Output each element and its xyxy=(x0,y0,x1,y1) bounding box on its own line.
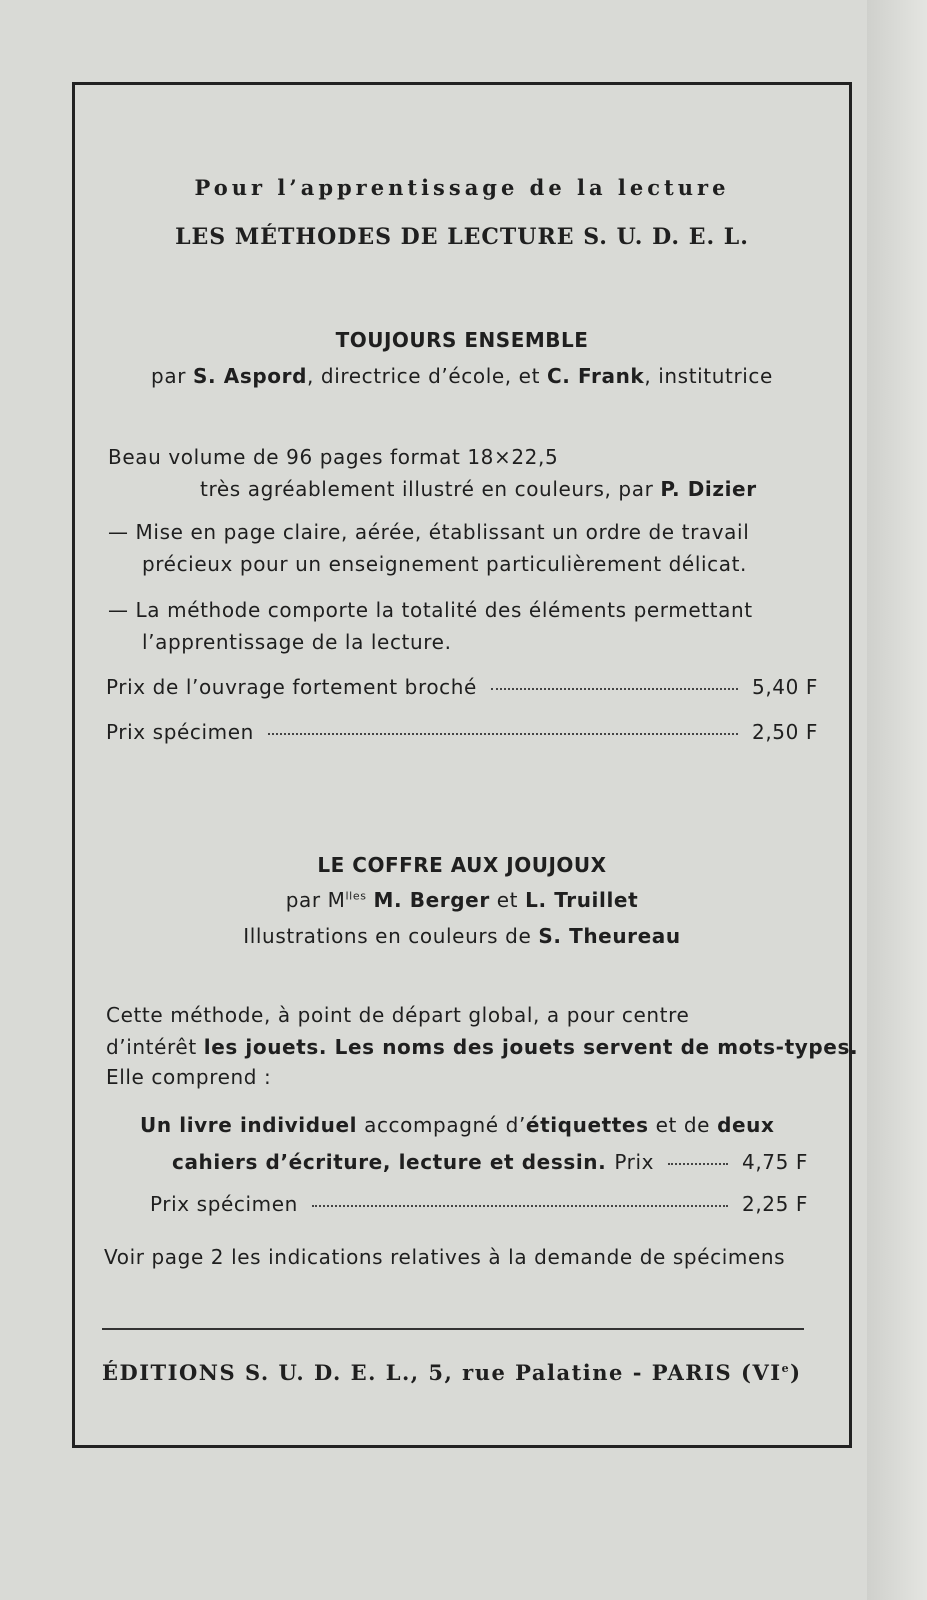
leader-dots xyxy=(312,1205,728,1207)
footer-rule xyxy=(102,1328,804,1330)
book2-and: et xyxy=(496,888,519,912)
book2-by: par M xyxy=(285,888,346,912)
page-edge xyxy=(867,0,927,1600)
leader-dots xyxy=(668,1163,728,1165)
book2-sup: lles xyxy=(345,889,367,903)
book2-illustration xyxy=(72,924,852,948)
book2-title: LE COFFRE AUX JOUJOUX xyxy=(317,853,607,877)
book1-desc2: très agréablement illustré en couleurs, par xyxy=(200,477,654,501)
leader-dots xyxy=(491,688,738,690)
book2-item1d: et de xyxy=(655,1113,711,1137)
book2-p1: Cette méthode, à point de départ global, a pour centre xyxy=(106,1003,690,1027)
book1-price1-label: Prix de l’ouvrage fortement broché xyxy=(106,675,477,699)
book2-p2a: d’intérêt xyxy=(106,1035,197,1059)
book1-price2-value: 2,50 F xyxy=(752,720,818,744)
book1-author1: S. Aspord xyxy=(193,364,307,388)
book2-note: Voir page 2 les indications relatives à la demande de spécimens xyxy=(104,1245,786,1269)
book2-price-value: 2,25 F xyxy=(742,1192,808,1216)
book1-desc1: Beau volume de 96 pages format 18×22,5 xyxy=(108,445,559,469)
book2-illus-text: Illustrations en couleurs de xyxy=(243,924,532,948)
book1-price2-row xyxy=(106,720,818,744)
footer-close: ) xyxy=(790,1360,802,1385)
footer-sup: e xyxy=(781,1362,791,1375)
book2-item2-value: 4,75 F xyxy=(742,1150,808,1174)
footer-imprint xyxy=(102,1360,804,1385)
book1-bullet1b: précieux pour un enseignement particulièrement délicat. xyxy=(142,552,747,576)
book2-p2 xyxy=(106,1035,858,1059)
book2-item1e: deux xyxy=(717,1113,775,1137)
book2-author1: M. Berger xyxy=(373,888,490,912)
book2-item1c: étiquettes xyxy=(525,1113,649,1137)
book1-illustrator: P. Dizier xyxy=(660,477,757,501)
book2-item1 xyxy=(140,1113,774,1137)
book1-price2-label: Prix spécimen xyxy=(106,720,254,744)
book2-item2b: Prix xyxy=(614,1150,655,1174)
book1-role1: , directrice d’école, et xyxy=(306,364,541,388)
header-line1: Pour l’apprentissage de la lecture xyxy=(194,175,730,200)
header-line2: LES MÉTHODES DE LECTURE S. U. D. E. L. xyxy=(175,224,749,250)
book2-illustrator: S. Theureau xyxy=(538,924,681,948)
leader-dots xyxy=(268,733,738,735)
book2-item1b: accompagné d’ xyxy=(364,1113,526,1137)
book1-by: par xyxy=(151,364,187,388)
book2-price-label: Prix spécimen xyxy=(150,1192,298,1216)
book2-author2: L. Truillet xyxy=(525,888,639,912)
book1-price1-row xyxy=(106,675,818,699)
book1-role2: , institutrice xyxy=(644,364,773,388)
book1-desc2-line xyxy=(200,477,757,501)
footer-text: ÉDITIONS S. U. D. E. L., 5, rue Palatine - PARIS (VI xyxy=(102,1360,782,1385)
book1-bullet2b: l’apprentissage de la lecture. xyxy=(142,630,452,654)
book2-p2b: les jouets. Les noms des jouets servent de mots-types. xyxy=(203,1035,859,1059)
book2-item2-row xyxy=(172,1150,808,1174)
book1-bullet1a: — Mise en page claire, aérée, établissant un ordre de travail xyxy=(108,520,750,544)
book1-authors xyxy=(72,364,852,388)
page-frame xyxy=(72,82,852,1448)
book2-p3: Elle comprend : xyxy=(106,1065,272,1089)
book1-price1-value: 5,40 F xyxy=(752,675,818,699)
book2-item2a: cahiers d’écriture, lecture et dessin. xyxy=(172,1150,607,1174)
book1-author2: C. Frank xyxy=(547,364,645,388)
book1-title: TOUJOURS ENSEMBLE xyxy=(335,328,589,352)
book2-price-row xyxy=(150,1192,808,1216)
book2-authors xyxy=(72,888,852,912)
book2-item1a: Un livre individuel xyxy=(140,1113,358,1137)
book1-bullet2a: — La méthode comporte la totalité des éléments permettant xyxy=(108,598,753,622)
